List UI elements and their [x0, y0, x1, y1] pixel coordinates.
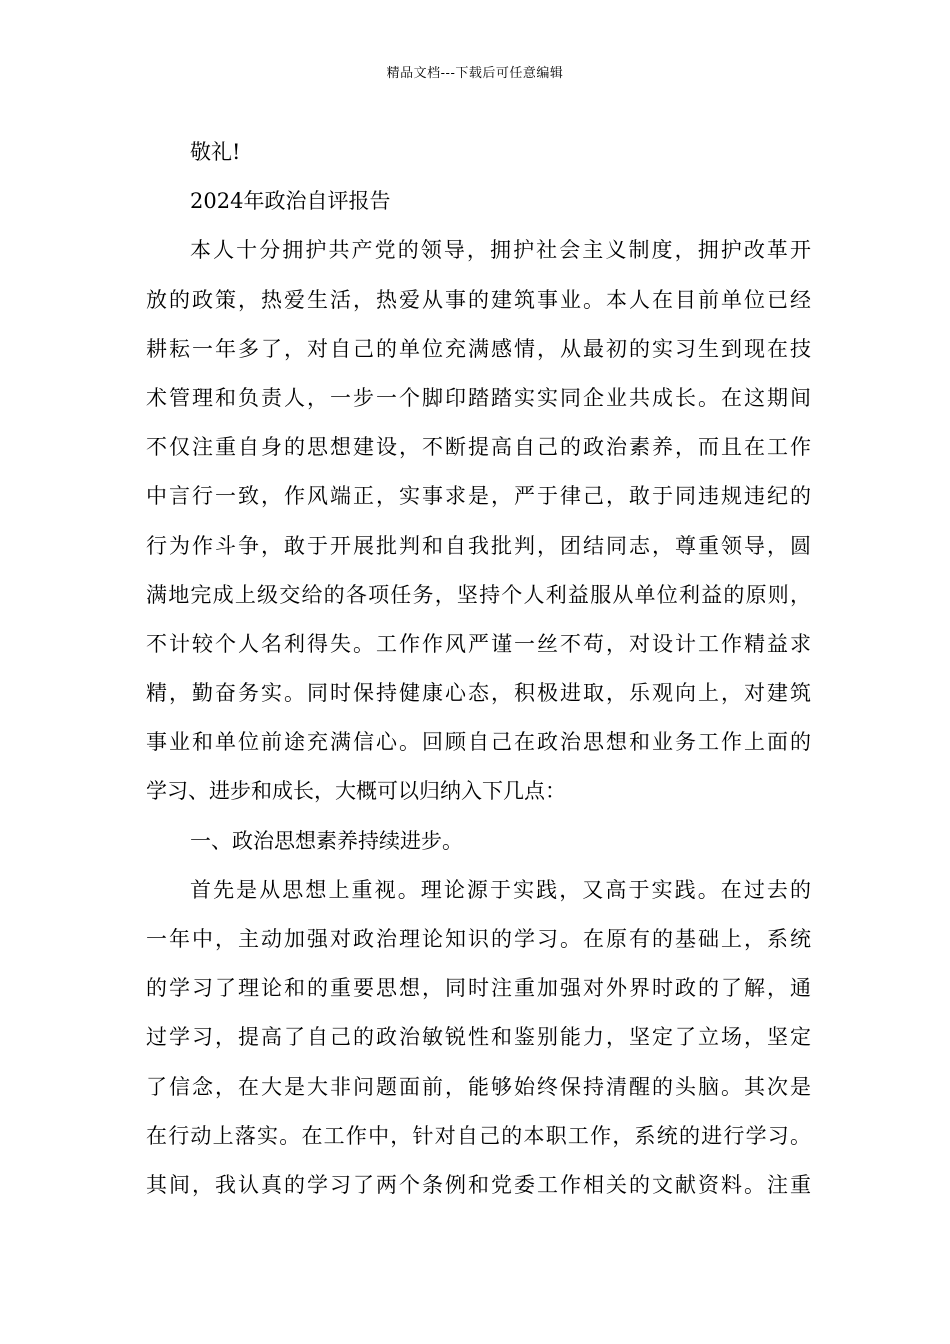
- text-line: 在行动上落实。在工作中，针对自己的本职工作，系统的进行学习。: [146, 1123, 811, 1148]
- text-line: 不仅注重自身的思想建设，不断提高自己的政治素养，而且在工作: [146, 435, 811, 460]
- text-line: 满地完成上级交给的各项任务，坚持个人利益服从单位利益的原则，: [146, 582, 811, 607]
- text-line: 敬礼!: [190, 140, 241, 164]
- text-line: 学习、进步和成长，大概可以归纳入下几点：: [146, 779, 566, 804]
- page-header: 精品文档---下载后可任意编辑: [386, 66, 564, 81]
- text-line: 放的政策，热爱生活，热爱从事的建筑事业。本人在目前单位已经: [146, 287, 811, 312]
- text-line: 耕耘一年多了，对自己的单位充满感情，从最初的实习生到现在技: [146, 336, 811, 361]
- text-line: 的学习了理论和的重要思想，同时注重加强对外界时政的了解，通: [146, 976, 811, 1001]
- text-line: 不计较个人名利得失。工作作风严谨一丝不苟，对设计工作精益求: [146, 631, 811, 656]
- text-line: 2024年政治自评报告: [190, 189, 391, 214]
- text-line: 了信念，在大是大非问题面前，能够始终保持清醒的头脑。其次是: [146, 1074, 811, 1099]
- text-line: 一年中，主动加强对政治理论知识的学习。在原有的基础上，系统: [146, 927, 811, 951]
- text-line: 本人十分拥护共产党的领导，拥护社会主义制度，拥护改革开: [190, 238, 811, 263]
- text-line: 精，勤奋务实。同时保持健康心态，积极进取，乐观向上，对建筑: [146, 681, 811, 706]
- text-line: 事业和单位前途充满信心。回顾自己在政治思想和业务工作上面的: [146, 730, 811, 755]
- document-body: [146, 128, 811, 1210]
- text-line: 行为作斗争，敢于开展批判和自我批判，团结同志，尊重领导，圆: [146, 533, 811, 558]
- text-line: 首先是从思想上重视。理论源于实践，又高于实践。在过去的: [190, 877, 811, 902]
- text-line: 其间，我认真的学习了两个条例和党委工作相关的文献资料。注重: [146, 1172, 811, 1197]
- text-line: 过学习，提高了自己的政治敏锐性和鉴别能力，坚定了立场，坚定: [146, 1025, 811, 1050]
- text-line: 一、政治思想素养持续进步。: [190, 828, 463, 853]
- text-line: 术管理和负责人，一步一个脚印踏踏实实同企业共成长。在这期间: [146, 385, 811, 410]
- text-line: 中言行一致，作风端正，实事求是，严于律己，敢于同违规违纪的: [146, 484, 811, 509]
